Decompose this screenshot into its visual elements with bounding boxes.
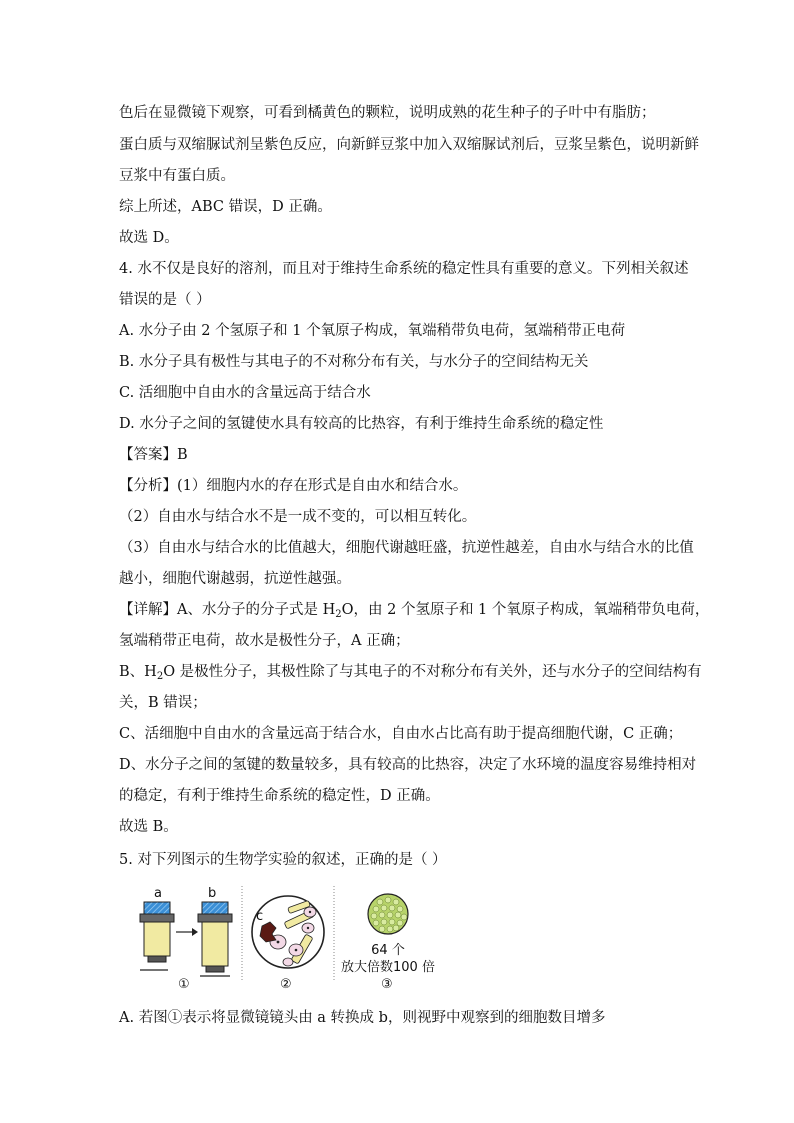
text-line: 关，B 错误； [119,695,207,711]
lens-a-icon [140,902,174,962]
answer-line: 【答案】B [119,447,188,463]
option-d: D. 水分子之间的氢键使水具有较高的比热容，有利于维持生命系统的稳定性 [119,416,604,432]
analysis-line: （3）自由水与结合水的比值越大，细胞代谢越旺盛，抗逆性越差，自由水与结合水的比值 [119,540,694,556]
detail-b-post: O 是极性分子，其极性除了与其电子的不对称分布有关外，还与水分子的空间结构有 [163,664,702,680]
label-2: ② [280,977,292,992]
question-4-stem-cont: 错误的是（ ） [119,292,211,308]
text-line: 色后在显微镜下观察，可看到橘黄色的颗粒，说明成熟的花生种子的子叶中有脂肪； [119,105,656,121]
option-b: B. 水分子具有极性与其电子的不对称分布有关，与水分子的空间结构无关 [119,354,589,370]
lens-b-icon [198,902,232,972]
analysis-line: 【分析】(1）细胞内水的存在形式是自由水和结合水。 [119,478,468,494]
text-line: 故选 B。 [119,819,178,835]
detail-a-pre: 【详解】A、水分子的分子式是 H [119,602,336,618]
analysis-line: 越小，细胞代谢越弱，抗逆性越强。 [119,571,351,587]
label-3: ③ [381,977,393,992]
label-c: c [256,909,264,924]
detail-b-pre: B、H [119,664,157,680]
label-b: b [208,886,217,901]
cell-count-label: 64 个 [371,943,405,958]
arrow-icon [176,928,198,936]
subscript-2: 2 [156,671,164,682]
option-a: A. 水分子由 2 个氢原子和 1 个氧原子构成，氧端稍带负电荷，氢端稍带正电荷 [119,323,626,339]
text-line: D、水分子之间的氢键的数量较多，具有较高的比热容，决定了水环境的温度容易维持相对 [119,757,697,773]
subscript-2: 2 [335,609,342,620]
cell-cluster-icon [368,894,408,934]
label-1: ① [178,977,190,992]
text-line: 豆浆中有蛋白质。 [119,168,235,184]
magnification-label: 放大倍数100 倍 [341,960,435,975]
question-4-stem: 4. 水不仅是良好的溶剂，而且对于维持生命系统的稳定性具有重要的意义。下列相关叙述 [119,261,689,277]
text-line: 氢端稍带正电荷，故水是极性分子，A 正确； [119,633,410,649]
question-5-stem: 5. 对下列图示的生物学实验的叙述，正确的是（ ） [119,852,447,868]
option-c: C. 活细胞中自由水的含量远高于结合水 [119,385,371,401]
field-of-view-icon [252,896,324,968]
label-a: a [154,886,162,901]
detail-a-line [119,600,709,620]
text-line: 蛋白质与双缩脲试剂呈紫色反应，向新鲜豆浆中加入双缩脲试剂后，豆浆呈紫色，说明新鲜 [119,137,699,153]
text-line: 综上所述，ABC 错误，D 正确。 [119,199,332,215]
detail-b-line [119,662,702,682]
text-line: 的稳定，有利于维持生命系统的稳定性，D 正确。 [119,788,440,804]
experiment-figure [138,882,478,992]
analysis-line: （2）自由水与结合水不是一成不变的，可以相互转化。 [119,509,477,525]
experiment-figure-svg [138,882,478,992]
question-5-option-a: A. 若图①表示将显微镜镜头由 a 转换成 b，则视野中观察到的细胞数目增多 [119,1010,606,1026]
detail-a-post: O，由 2 个氢原子和 1 个氧原子构成，氧端稍带负电荷， [341,602,710,618]
text-line: 故选 D。 [119,230,179,246]
text-line: C、活细胞中自由水的含量远高于结合水，自由水占比高有助于提高细胞代谢，C 正确； [119,726,683,742]
